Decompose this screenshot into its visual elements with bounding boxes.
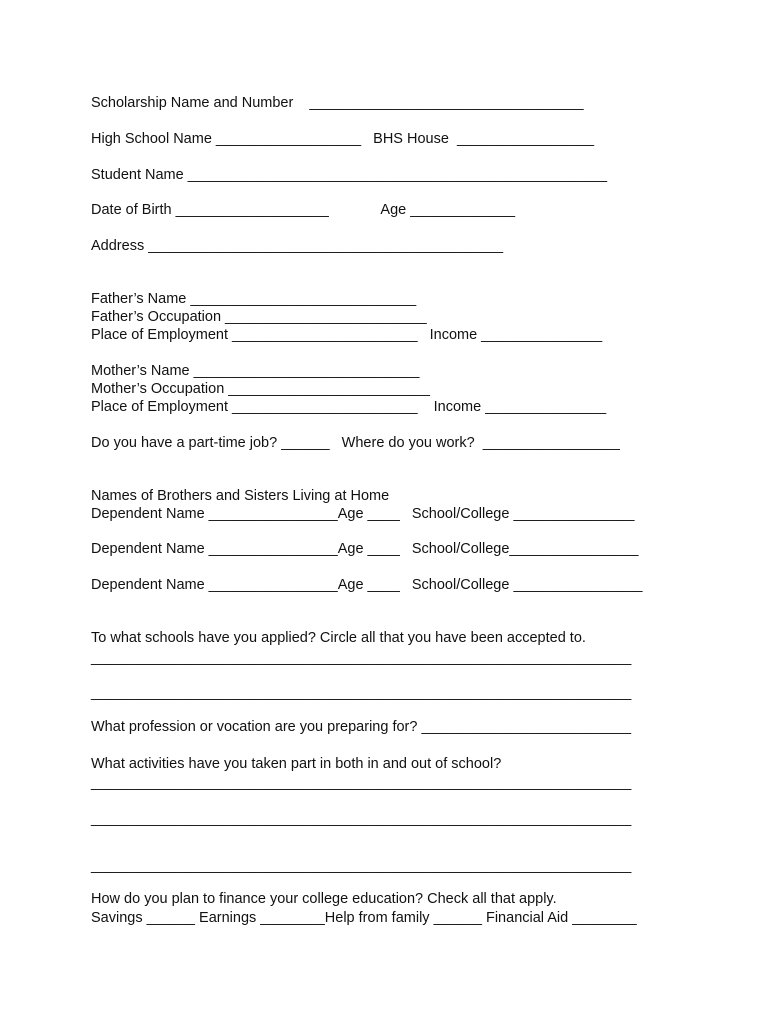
high-school-bhs-house-field[interactable]: High School Name __________________ BHS House _________________ (91, 131, 595, 147)
activities-answer-line[interactable]: ___________________________________________________________________ (91, 858, 632, 874)
finance-options-field[interactable]: Savings ______ Earnings ________Help from family ______ Financial Aid ________ (91, 910, 637, 926)
father-name-field[interactable]: Father’s Name ____________________________ (91, 291, 417, 307)
activities-answer-line[interactable]: ___________________________________________________________________ (91, 775, 632, 791)
activities-answer-line[interactable]: ___________________________________________________________________ (91, 811, 632, 827)
dependent-row[interactable]: Dependent Name ________________Age ____ School/College _______________ (91, 506, 635, 522)
father-employment-income-field[interactable]: Place of Employment _______________________ Income _______________ (91, 327, 603, 343)
dependent-row[interactable]: Dependent Name ________________Age ____ School/College ________________ (91, 577, 643, 593)
activities-question: What activities have you taken part in both in and out of school? (91, 756, 502, 772)
mother-occupation-field[interactable]: Mother’s Occupation _________________________ (91, 381, 430, 397)
profession-question-field[interactable]: What profession or vocation are you preparing for? __________________________ (91, 719, 632, 735)
scholarship-name-number-field[interactable]: Scholarship Name and Number __________________________________ (91, 95, 584, 111)
father-occupation-field[interactable]: Father’s Occupation _________________________ (91, 309, 427, 325)
mother-name-field[interactable]: Mother’s Name ____________________________ (91, 363, 420, 379)
mother-employment-income-field[interactable]: Place of Employment _______________________ Income _______________ (91, 399, 607, 415)
schools-question: To what schools have you applied? Circle all that you have been accepted to. (91, 630, 586, 646)
siblings-heading: Names of Brothers and Sisters Living at Home (91, 488, 390, 504)
date-of-birth-age-field[interactable]: Date of Birth ___________________ Age _____________ (91, 202, 516, 218)
address-field[interactable]: Address ____________________________________________ (91, 238, 504, 254)
student-name-field[interactable]: Student Name ____________________________________________________ (91, 167, 608, 183)
part-time-job-field[interactable]: Do you have a part-time job? ______ Where do you work? _________________ (91, 435, 620, 451)
schools-answer-line[interactable]: ___________________________________________________________________ (91, 685, 632, 701)
finance-question: How do you plan to finance your college education? Check all that apply. (91, 891, 557, 907)
schools-answer-line[interactable]: ___________________________________________________________________ (91, 650, 632, 666)
dependent-row[interactable]: Dependent Name ________________Age ____ School/College________________ (91, 541, 639, 557)
